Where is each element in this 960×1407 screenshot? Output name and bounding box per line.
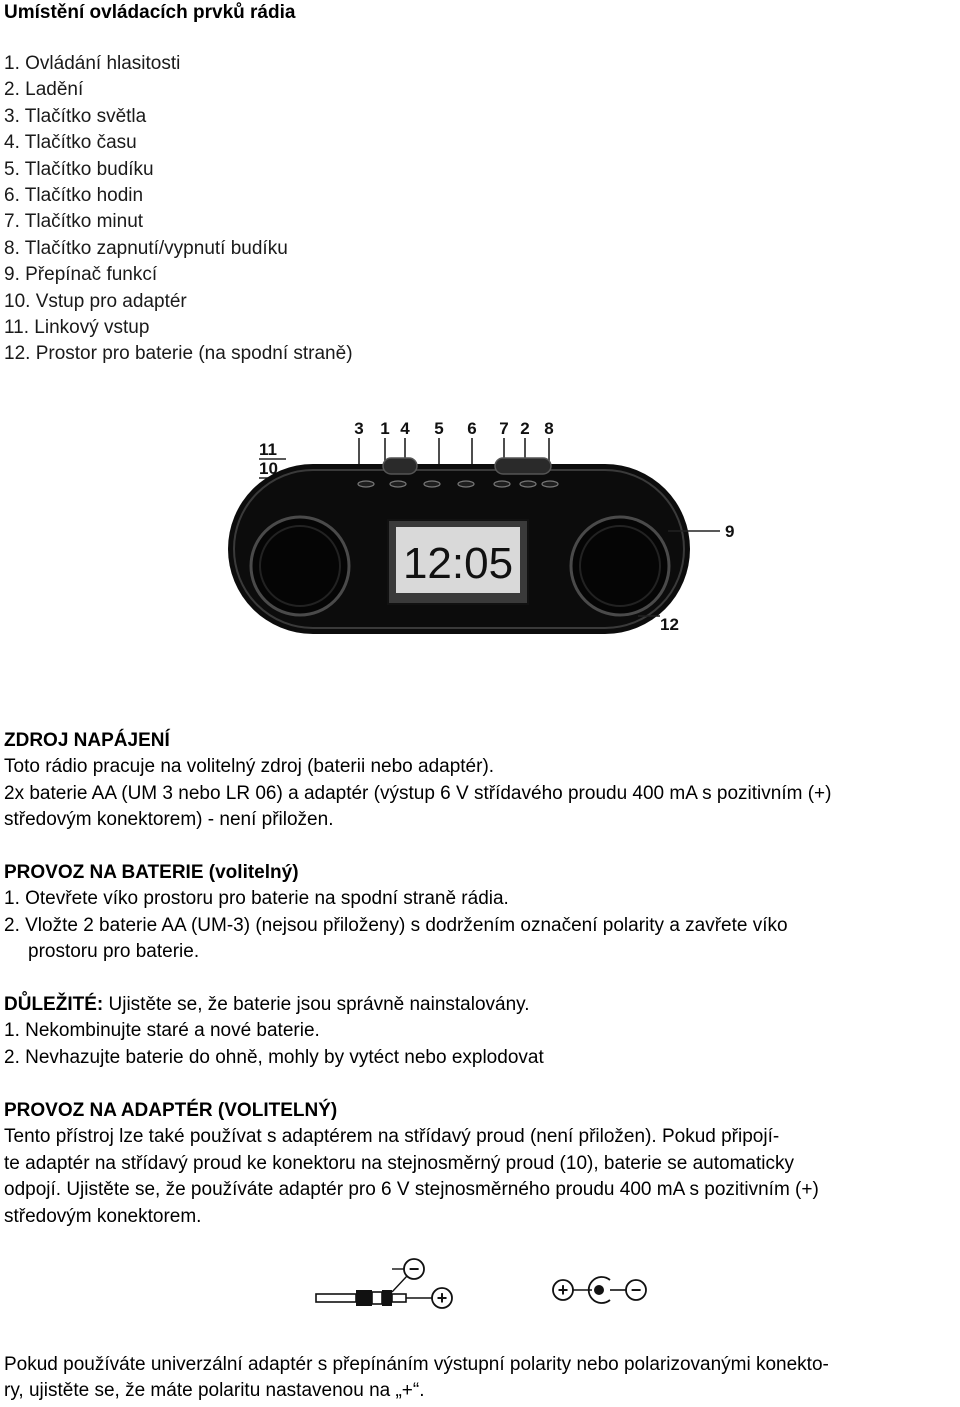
section-heading: PROVOZ NA BATERIE (volitelný) [4,862,299,883]
list-item: 1. Otevřete víko prostoru pro baterie na spodní straně rádia. [4,888,509,910]
section-heading: PROVOZ NA ADAPTÉR (VOLITELNÝ) [4,1100,338,1121]
polarity-minus: − [630,1280,642,1300]
list-item: 2. Vložte 2 baterie AA (UM-3) (nejsou přiloženy) s dodržením označení polarity a zavřete víko [4,914,788,936]
polarity-plus: + [557,1280,569,1300]
paragraph-line: ry, ujistěte se, že máte polaritu nastavenou na „+“. [4,1380,425,1402]
paragraph-line: Pokud používáte univerzální adaptér s přepínáním výstupní polarity nebo polarizovanými konekto- [4,1354,829,1375]
paragraph-line: 2x baterie AA (UM 3 nebo LR 06) a adaptér (výstup 6 V střídavého proudu 400 mA s pozitivním (+) [4,782,832,804]
list-item: 2. Ladění [4,79,84,101]
plus-label: + [436,1288,448,1308]
list-item: 9. Přepínač funkcí [4,264,158,286]
section-heading: ZDROJ NAPÁJENÍ [4,730,170,751]
label-1: 1 [380,419,390,438]
list-item: 3. Tlačítko světla [4,105,147,127]
list-item: 8. Tlačítko zapnutí/vypnutí budíku [4,237,288,259]
important-text: Ujistěte se, že baterie jsou správně nainstalovány. [103,994,530,1015]
list-item: 11. Linkový vstup [4,317,150,339]
label-12: 12 [660,615,679,634]
list-item: 10. Vstup pro adaptér [4,290,187,312]
paragraph-line: středovým konektorem) - není přiložen. [4,809,334,831]
minus-label: − [408,1259,420,1279]
paragraph-line: Toto rádio pracuje na volitelný zdroj (baterii nebo adaptér). [4,756,495,778]
important-line [4,992,958,1018]
paragraph-line: Tento přístroj lze také používat s adaptérem na střídavý proud (není přiložen). Pokud připojí- [4,1126,780,1148]
battery-section [4,860,958,966]
important-section [4,992,958,1071]
list-item: 6. Tlačítko hodin [4,185,144,207]
label-4: 4 [400,419,410,438]
label-9: 9 [725,522,735,541]
center-positive-symbol-icon [553,1277,646,1303]
label-3: 3 [354,419,364,438]
polarity-diagram [310,1252,660,1318]
paragraph-line: odpojí. Ujistěte se, že používáte adaptér pro 6 V stejnosměrného proudu 400 mA s pozitivním (+) [4,1179,819,1201]
paragraph-line: te adaptér na střídavý proud ke konektoru na stejnosměrný proud (10), baterie se automaticky [4,1152,794,1174]
list-item: 1. Nekombinujte staré a nové baterie. [4,1020,320,1042]
list-item: 2. Nevhazujte baterie do ohně, mohly by vytéct nebo explodovat [4,1046,544,1068]
adapter-section [4,1098,958,1230]
label-11: 11 [259,440,277,459]
list-item: 12. Prostor pro baterie (na spodní straně) [4,343,353,365]
list-item: 4. Tlačítko času [4,132,137,154]
radio-illustration [220,410,735,635]
controls-list [4,51,958,368]
power-section [4,728,958,834]
list-item: 7. Tlačítko minut [4,211,144,233]
label-2: 2 [520,419,530,438]
footer-note [4,1352,958,1405]
display-time: 12:05 [402,539,514,588]
list-item-continued: prostoru pro baterie. [28,941,200,963]
list-item: 5. Tlačítko budíku [4,158,154,180]
paragraph-line: středovým konektorem. [4,1205,202,1227]
label-6: 6 [467,419,477,438]
page-title: Umístění ovládacích prvků rádia [4,2,296,23]
label-5: 5 [434,419,444,438]
list-item: 1. Ovládání hlasitosti [4,53,181,74]
label-7: 7 [499,419,509,438]
label-10: 10 [259,459,278,478]
label-8: 8 [544,419,554,438]
important-label: DŮLEŽITÉ: [4,994,104,1015]
